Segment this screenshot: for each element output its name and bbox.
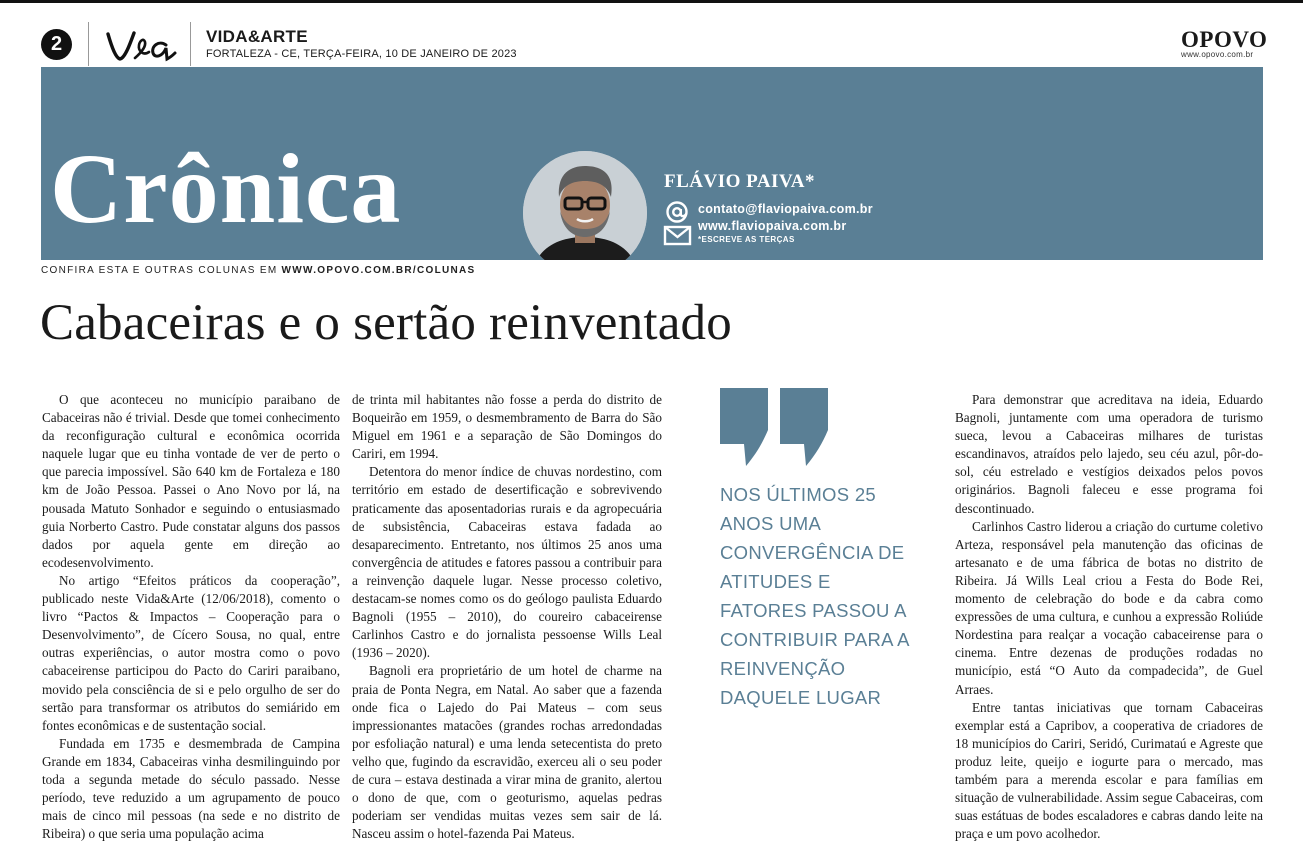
promo-url-link[interactable]: WWW.OPOVO.COM.BR/COLUNAS (281, 265, 476, 276)
vida-arte-logo (104, 28, 178, 64)
schedule-note: *ESCREVE AS TERÇAS (698, 235, 795, 244)
paragraph: Para demonstrar que acreditava na ideia, Eduardo Bagnoli, juntamente com uma operadora de turismo sueca, levou a Cabaceiras milhares de turistas escandinavos, atraídos pelo lajedo, seu céu azul, pôr-do-sol, céu estrelado e vestígios deixados pelos povos originários. Bagnoli faleceu e esse programa foi descontinuado. (955, 392, 1263, 516)
article-headline: Cabaceiras e o sertão reinventado (40, 295, 732, 351)
author-email-link[interactable]: contato@flaviopaiva.com.br (698, 202, 873, 216)
article-column-4 (955, 391, 1263, 843)
column-name: Crônica (50, 133, 402, 244)
envelope-icon (665, 227, 690, 244)
paragraph: No artigo “Efeitos práticos da cooperação”, publicado neste Vida&Arte (12/06/2018), comento o livro “Pactos & Impactos – Cooperação para o Desenvolvimento”, de Cícero Sousa, no qual, entre outras experiências, o autor mostra como o povo cabaceirense participou do Pacto do Cariri paraibano, movido pela consciência de si e pelo orgulho de ser do sertão para transformar os atributos do semiárido em fontes econômicas e de sustentação social. (42, 572, 340, 733)
columns-promo (41, 265, 476, 276)
paragraph: O que aconteceu no município paraibano de Cabaceiras não é trivial. Desde que tomei conhecimento da reconfiguração cultural e econômica ocorrida naquele lugar que eu tinha vontade de ver de perto o que parecia impossível. São 640 km de Fortaleza e 180 km de João Pessoa. Passei o Ano Novo por lá, na pousada Matuto Sonhador e seguindo o entusiasmado guia Norberto Castro. Pude constatar alguns dos passos dados por aquela gente em direção ao ecodesenvolvimento. (42, 392, 340, 570)
paragraph: Carlinhos Castro liderou a criação do curtume coletivo Arteza, responsável pela manutenção das oficinas de artesanato e de uma fábrica de botas no distrito de Ribeira. Já Wills Leal criou a Festa do Bode Rei, momento de celebração do bode e da cabra como expressões de uma cultura, e cunhou a expressão Roliúde Nordestina para realçar a vocação cabaceirense para o cinema. Entre dezenas de produções rodadas no município, está “O Auto da compadecida”, de Guel Arraes. (955, 518, 1263, 697)
at-sign-icon (668, 203, 687, 222)
paragraph: Detentora do menor índice de chuvas nordestino, com território em estado de desertificação e sobrevivendo praticamente das aposentadorias rurais e da agropecuária de subsistência, Cabaceiras estava fadada ao desaparecimento. Entretanto, nos últimos 25 anos uma convergência de atitudes e fatores passou a contribuir para a reinvenção daquele lugar. Nesse processo coletivo, destacam-se nomes como os do geólogo paulista Eduardo Bagnoli (1955 – 2010), do coureiro cabaceirense Carlinhos Castro e do jornalista pessoense Wills Leal (1936 – 2020). (352, 464, 662, 661)
page-number-badge: 2 (41, 29, 72, 60)
paragraph: de trinta mil habitantes não fosse a perda do distrito de Boqueirão em 1959, o desmembramento de Barra do São Miguel em 1961 e a separação de São Domingos do Cariri, em 1994. (352, 392, 662, 462)
paragraph: Fundada em 1735 e desmembrada de Campina Grande em 1834, Cabaceiras vinha desmilinguindo por toda a segunda metade do século passado. Nesse período, teve reduzido a um agrupamento de pouco mais de cinco mil pessoas (na sede e no distrito de Ribeira) o que seria uma população acima (42, 735, 340, 842)
author-website-link[interactable]: www.flaviopaiva.com.br (698, 219, 847, 233)
paragraph: Entre tantas iniciativas que tornam Cabaceiras exemplar está a Capribov, a cooperativa de criadores de 18 municípios do Cariri, Seridó, Curimataú e Agreste que produz leite, queijo e iogurte para o mercado, mas também para a merenda escolar e para famílias em situação de vulnerabilidade. Assim segue Cabaceiras, com suas estátuas de bodes escaladores e cabras dando leite na praça e um povo acolhedor. (955, 699, 1263, 842)
brand-url[interactable]: www.opovo.com.br (1181, 50, 1254, 59)
pull-quote: NOS ÚLTIMOS 25 ANOS UMA CONVERGÊNCIA DE ATITUDES E FATORES PASSOU A CONTRIBUIR PARA A REINVENÇÃO DAQUELE LUGAR (720, 484, 909, 708)
dateline: FORTALEZA - CE, TERÇA-FEIRA, 10 DE JANEIRO DE 2023 (206, 48, 517, 60)
section-title: VIDA&ARTE (206, 27, 308, 46)
article-column-2 (352, 391, 662, 843)
quote-marks-icon (718, 388, 830, 468)
promo-text: CONFIRA ESTA E OUTRAS COLUNAS EM (41, 265, 278, 276)
paragraph: Bagnoli era proprietário de um hotel de charme na praia de Ponta Negra, em Natal. Ao saber que a fazenda onde fica o Lajedo do Pai Mateus – com seus impressionantes matacões (grandes rochas arredondadas por esfoliação natural) e uma lenda setecentista do preto velho que, fugindo da escravidão, exerceu ali o seu poder de cura – estava destinada a virar mina de granito, alertou o dono de que, com o geoturismo, aquelas pedras poderiam ser vendidas muitas vezes sem sair de lá. Nasceu assim o hotel-fazenda Pai Mateus. (352, 663, 662, 842)
article-column-1 (42, 391, 340, 843)
contact-icons (663, 201, 693, 247)
top-rule (0, 0, 1303, 3)
header-divider (88, 22, 89, 66)
author-portrait-illustration (523, 151, 647, 260)
author-photo (523, 151, 647, 260)
column-banner (41, 67, 1263, 260)
brand-logo[interactable]: OPOVO (1181, 27, 1268, 52)
author-name: FLÁVIO PAIVA* (664, 171, 815, 192)
header-divider (190, 22, 191, 66)
